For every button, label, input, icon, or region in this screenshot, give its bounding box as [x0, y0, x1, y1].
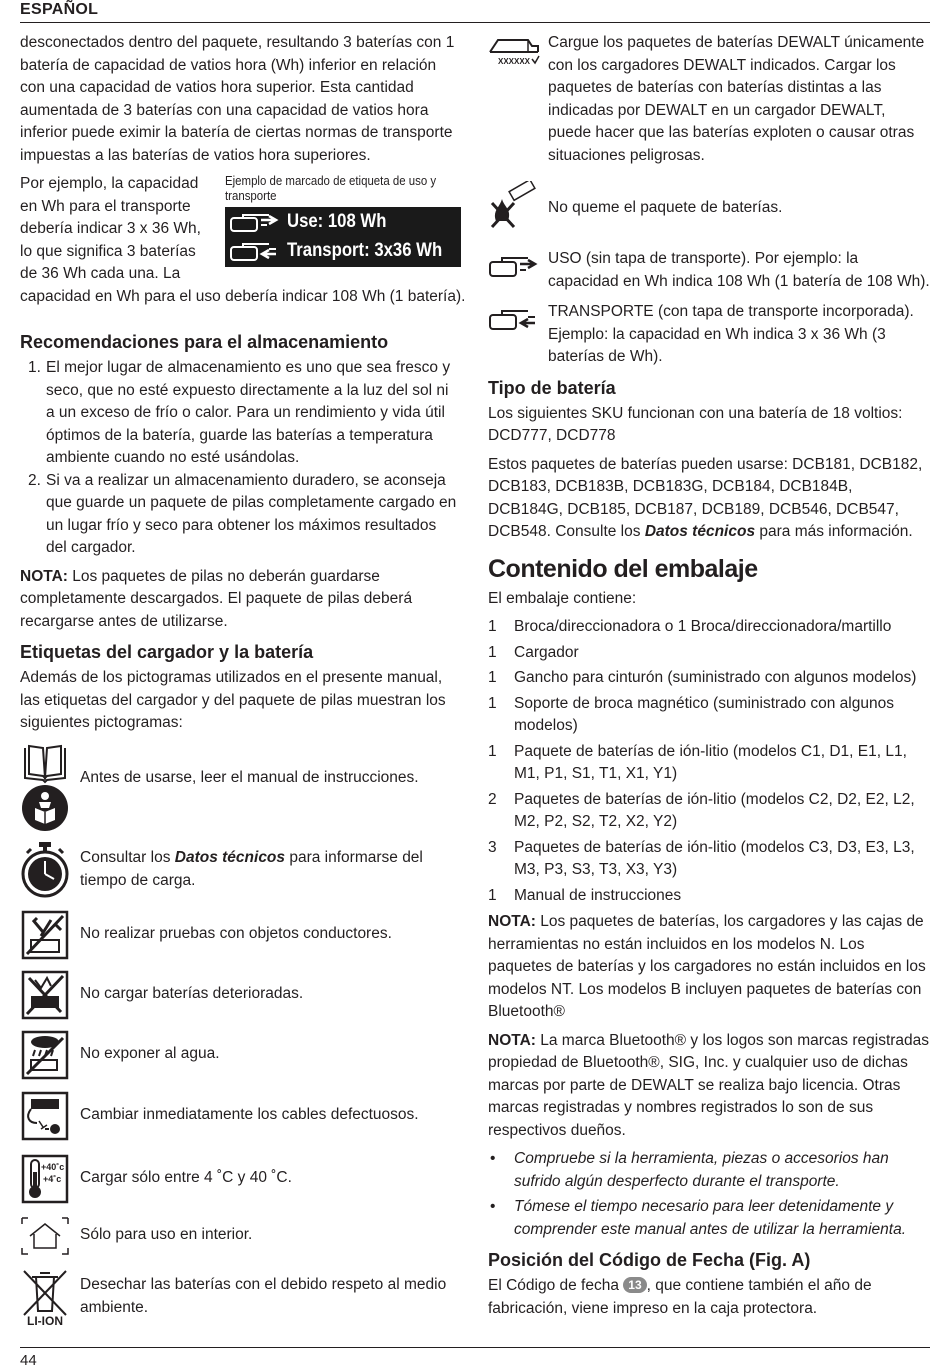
transport-label: Transport: 3x36 Wh	[287, 240, 443, 261]
dispose-text: Desechar las baterías con el debido respeto al medio ambiente.	[80, 1276, 447, 1316]
no-fire-icon	[488, 181, 538, 231]
charger-warning	[488, 32, 930, 167]
manual-reader-icon	[21, 784, 69, 832]
no-damaged-batteries-icon	[21, 970, 69, 1020]
battery-type-packs: Estos paquetes de baterías pueden usarse: DCB181, DCB182, DCB183, DCB183B, DCB183G, DCB184, DCB184B, DCB184G, DCB185, DCB187, DCB189, DCB546, DCB547, DCB548. Consulte los Datos técnicos para más información.	[488, 455, 923, 540]
temperature-text: Cargar sólo entre 4 ˚C y 40 ˚C.	[80, 1169, 292, 1187]
page-footer	[20, 1347, 930, 1369]
pictogram-read-manual	[20, 741, 460, 835]
example-caption: Ejemplo de marcado de etiqueta de uso y transporte	[225, 173, 437, 203]
indoor-text: Sólo para uso en interior.	[80, 1226, 253, 1244]
battery-type-heading: Tipo de batería	[488, 377, 616, 398]
pictogram-no-water	[20, 1025, 460, 1085]
battery-use-icon	[229, 212, 283, 234]
use-row	[225, 209, 461, 237]
transport-info	[488, 301, 930, 369]
right-column	[488, 32, 930, 1326]
left-column	[20, 32, 466, 1333]
list-item: 2 Paquetes de baterías de ión-litio (modelos C2, D2, E2, L2, M2, P2, S2, T2, X2, Y2)	[488, 790, 915, 830]
pictogram-list	[20, 741, 460, 1333]
pictogram-no-conductive	[20, 905, 460, 965]
list-item: 2. Si va a realizar un almacenamiento duradero, se aconseja que guarde un paquete de pilas completamente cargado en un lugar frío y seco para obtener los máximos resultados del cargador.	[28, 471, 457, 556]
charger-text: Cargue los paquetes de baterías DEWALT únicamente con los cargadores DEWALT indicados. Cargar los paquetes de baterías con baterías distintas a las indicadas por DEWALT en un cargador DEWALT, puede hacer que las baterías exploten o causar otras situaciones peligrosas.	[548, 34, 925, 164]
callout-13: 13	[623, 1277, 646, 1293]
charge-time-text: Consultar los Datos técnicos para informarse del tiempo de carga.	[80, 849, 423, 889]
page-header	[20, 0, 930, 23]
no-burn-text: No queme el paquete de baterías.	[548, 199, 783, 217]
pictogram-indoor	[20, 1211, 460, 1261]
labels-heading: Etiquetas del cargador y la batería	[20, 642, 314, 662]
damaged-cord-icon	[21, 1091, 69, 1141]
labels-intro: Además de los pictogramas utilizados en el presente manual, las etiquetas del cargador y del paquete de pilas muestran los siguientes pictogramas:	[20, 669, 446, 731]
use-text: USO (sin tapa de transporte). Por ejemplo: la capacidad en Wh indica 108 Wh (1 batería de 108 Wh).	[548, 250, 930, 290]
example-label-box	[225, 207, 461, 267]
list-item: • Compruebe si la herramienta, piezas o accesorios han sufrido algún desperfecto durante el transporte.	[488, 1148, 930, 1193]
battery-transport-small-icon	[488, 301, 540, 337]
crossed-bin-icon	[20, 1267, 70, 1327]
no-conductive-text: No realizar pruebas con objetos conductores.	[80, 925, 392, 943]
list-item: 1 Manual de instrucciones	[488, 886, 682, 904]
use-label: Use: 108 Wh	[287, 211, 387, 232]
thermo-hi-label: +40˚c	[41, 1161, 65, 1172]
thermo-lo-label: +4˚c	[43, 1173, 62, 1184]
replace-cords-text: Cambiar inmediatamente los cables defectuosos.	[80, 1106, 419, 1124]
list-item: 1 Cargador	[488, 643, 579, 661]
list-item: 1 Broca/direccionadora o 1 Broca/direccionadora/martillo	[488, 618, 892, 635]
list-item: 1 Paquete de baterías de ión-litio (modelos C1, D1, E1, L1, M1, P1, S1, T1, X1, Y1)	[488, 742, 907, 782]
storage-list	[20, 357, 460, 560]
label-example	[20, 173, 466, 323]
list-item: 1 Soporte de broca magnético (suministrado con algunos modelos)	[488, 694, 894, 734]
thermometer-icon	[21, 1154, 69, 1204]
use-info	[488, 248, 930, 293]
charger-icon-text: XXXXXX	[497, 57, 531, 66]
transport-text: TRANSPORTE (con tapa de transporte incorporada). Ejemplo: la capacidad en Wh indica 3 x 36 Wh (3 baterías de Wh).	[548, 303, 914, 365]
example-text: Por ejemplo, la capacidad en Wh para el transporte debería indicar 3 x 36 Wh, lo que significa 3 baterías de 36 Wh cada una. La	[20, 175, 201, 282]
no-burn-warning	[488, 181, 930, 236]
checks-list	[488, 1148, 930, 1241]
list-item: 3 Paquetes de baterías de ión-litio (modelos C3, D3, E3, L3, M3, P3, S3, T3, X3, Y3)	[488, 838, 915, 878]
battery-use-small-icon	[488, 248, 540, 284]
contents-intro: El embalaje contiene:	[488, 589, 637, 607]
no-water-text: No exponer al agua.	[80, 1045, 220, 1063]
list-item: 1 Gancho para cinturón (suministrado con algunos modelos)	[488, 669, 917, 686]
contents-heading: Contenido del embalaje	[488, 554, 758, 583]
contents-note-2: NOTA: La marca Bluetooth® y los logos son marcas registradas propiedad de Bluetooth®, SIG, Inc. y cualquier uso de dichas marcas por parte de DEWALT se realiza bajo licencia. Otras marcas registradas y nombres registrados lo son de sus respectivos dueños.	[488, 1031, 930, 1139]
contents-list	[488, 616, 930, 907]
pictogram-dispose	[20, 1261, 460, 1333]
transport-row	[225, 238, 461, 266]
battery-transport-icon	[229, 241, 283, 263]
page-number: 44	[20, 1352, 37, 1369]
pictogram-no-damaged	[20, 965, 460, 1025]
charger-icon	[488, 32, 540, 72]
date-code-heading: Posición del Código de Fecha (Fig. A)	[488, 1250, 811, 1270]
intro-paragraph: desconectados dentro del paquete, resultando 3 baterías con 1 batería de capacidad de vatios hora (Wh) inferior en relación con una capacidad de vatios hora superior. Esta cantidad aumentada de 3 baterías con una capacidad de vatios hora inferior puede eximir la batería de ciertas normas de transporte impuestas a las baterías de vatios hora superiores.	[20, 34, 455, 164]
battery-type-sku: Los siguientes SKU funcionan con una batería de 18 voltios: DCD777, DCD778	[488, 404, 903, 444]
no-damaged-text: No cargar baterías deterioradas.	[80, 985, 304, 1003]
no-conductive-objects-icon	[21, 910, 69, 960]
pictogram-replace-cords	[20, 1085, 460, 1147]
language-label: ESPAÑOL	[20, 1, 99, 18]
contents-note-1: NOTA: Los paquetes de baterías, los cargadores y las cajas de herramientas no están incluidos en los modelos N. Los paquetes de baterías y los cargadores no están incluidos en los modelos NT. Los modelos B incluyen paquetes de baterías con Bluetooth®	[488, 913, 926, 1020]
list-item: 1. El mejor lugar de almacenamiento es uno que sea fresco y seco, que no esté expuesto directamente a la luz del sol ni a un exceso de frío o calor. Para un rendimiento y vida útil óptimos de la batería, guarde las baterías a temperatura ambiente cuando no esté usándolas.	[28, 359, 451, 466]
li-ion-label: LI-ION	[27, 1313, 63, 1327]
date-code-text: El Código de fecha 13 , que contiene también el año de fabricación, viene impreso en la caja protectora.	[488, 1277, 872, 1317]
storage-heading: Recomendaciones para el almacenamiento	[20, 332, 389, 352]
pictogram-charge-time	[20, 835, 460, 905]
storage-note: NOTA: Los paquetes de pilas no deberán guardarse completamente descargados. El paquete de pilas deberá recargarse antes de utilizarse.	[20, 567, 413, 630]
list-item: • Tómese el tiempo necesario para leer detenidamente y comprender este manual antes de utilizar la herramienta.	[488, 1196, 930, 1241]
no-water-icon	[21, 1030, 69, 1080]
example-continued: capacidad en Wh para el uso debería indicar 108 Wh (1 batería).	[20, 288, 466, 305]
pictogram-temperature	[20, 1147, 460, 1211]
stopwatch-icon	[21, 841, 69, 899]
read-manual-text: Antes de usarse, leer el manual de instrucciones.	[80, 769, 419, 787]
indoor-house-icon	[20, 1216, 70, 1256]
open-book-icon	[21, 744, 69, 784]
